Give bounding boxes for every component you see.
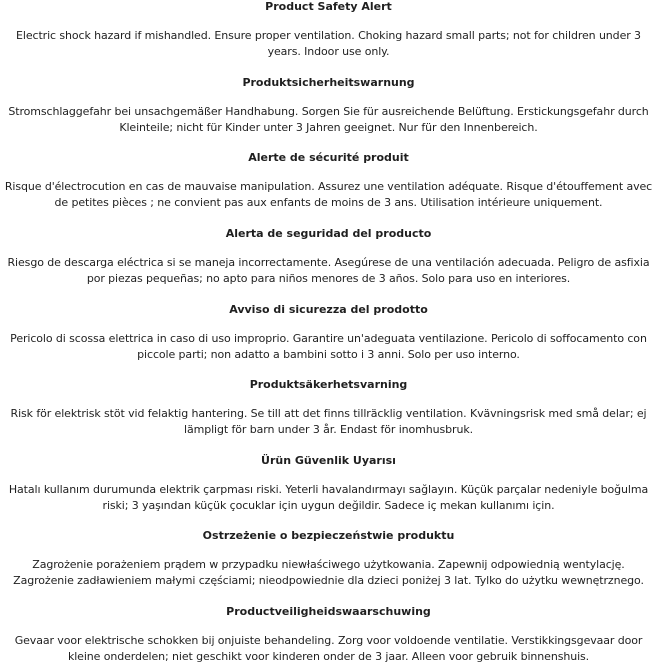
section-heading: Avviso di sicurezza del prodotto	[229, 303, 428, 316]
section-italian	[0, 303, 657, 363]
section-body: Risk för elektrisk stöt vid felaktig hantering. Se till att det finns tillräcklig ventilation. Kvävningsrisk med små delar; ej lämpligt för barn under 3 år. Endast för inomhusbruk.	[10, 407, 647, 436]
section-body: Stromschlaggefahr bei unsachgemäßer Handhabung. Sorgen Sie für ausreichende Belüftung. Erstickungsgefahr durch Kleinteile; nicht für Kinder unter 3 Jahren geeignet. Nur für den Innenbereich.	[8, 105, 649, 134]
section-body: Hatalı kullanım durumunda elektrik çarpması riski. Yeterli havalandırmayı sağlayın. Küçük parçalar nedeniyle boğulma riski; 3 yaşından küçük çocuklar için uygun değildir. Sadece iç mekan kullanımı için.	[8, 483, 649, 512]
section-body: Risque d'électrocution en cas de mauvaise manipulation. Assurez une ventilation adéquate. Risque d'étouffement avec de petites pièces ; ne convient pas aux enfants de moins de 3 ans. Utilisation intérieure uniquement.	[4, 180, 653, 209]
section-heading: Ürün Güvenlik Uyarısı	[261, 454, 396, 467]
section-swedish	[0, 378, 657, 438]
section-heading: Produktsäkerhetsvarning	[249, 378, 408, 391]
section-body: Pericolo di scossa elettrica in caso di uso improprio. Garantire un'adeguata ventilazione. Pericolo di soffocamento con piccole parti; non adatto a bambini sotto i 3 anni. Solo per uso interno.	[10, 332, 647, 361]
section-heading: Alerte de sécurité produit	[248, 151, 409, 164]
section-dutch	[0, 605, 657, 665]
section-spanish	[0, 227, 657, 287]
section-heading: Productveiligheidswaarschuwing	[226, 605, 431, 618]
section-german	[0, 76, 657, 136]
section-heading: Alerta de seguridad del producto	[225, 227, 432, 240]
section-polish	[0, 529, 657, 589]
section-body: Zagrożenie porażeniem prądem w przypadku niewłaściwego użytkowania. Zapewnij odpowiednią wentylację. Zagrożenie zadławieniem małymi częściami; nieodpowiednie dla dzieci poniżej 3 lat. Tylko do użytku wewnętrznego.	[13, 558, 644, 587]
section-body: Riesgo de descarga eléctrica si se maneja incorrectamente. Asegúrese de una ventilación adecuada. Peligro de asfixia por piezas pequeñas; no apto para niños menores de 3 años. Solo para uso en interiores.	[7, 256, 650, 285]
section-heading: Ostrzeżenie o bezpieczeństwie produktu	[202, 529, 455, 542]
section-heading: Produktsicherheitswarnung	[242, 76, 415, 89]
section-body: Electric shock hazard if mishandled. Ensure proper ventilation. Choking hazard small parts; not for children under 3 years. Indoor use only.	[16, 29, 641, 58]
section-english	[0, 0, 657, 60]
section-body: Gevaar voor elektrische schokken bij onjuiste behandeling. Zorg voor voldoende ventilatie. Verstikkingsgevaar door kleine onderdelen; niet geschikt voor kinderen onder de 3 jaar. Alleen voor gebruik binnenshuis.	[14, 634, 643, 663]
section-heading: Product Safety Alert	[265, 0, 392, 13]
section-turkish	[0, 454, 657, 514]
section-french	[0, 151, 657, 211]
